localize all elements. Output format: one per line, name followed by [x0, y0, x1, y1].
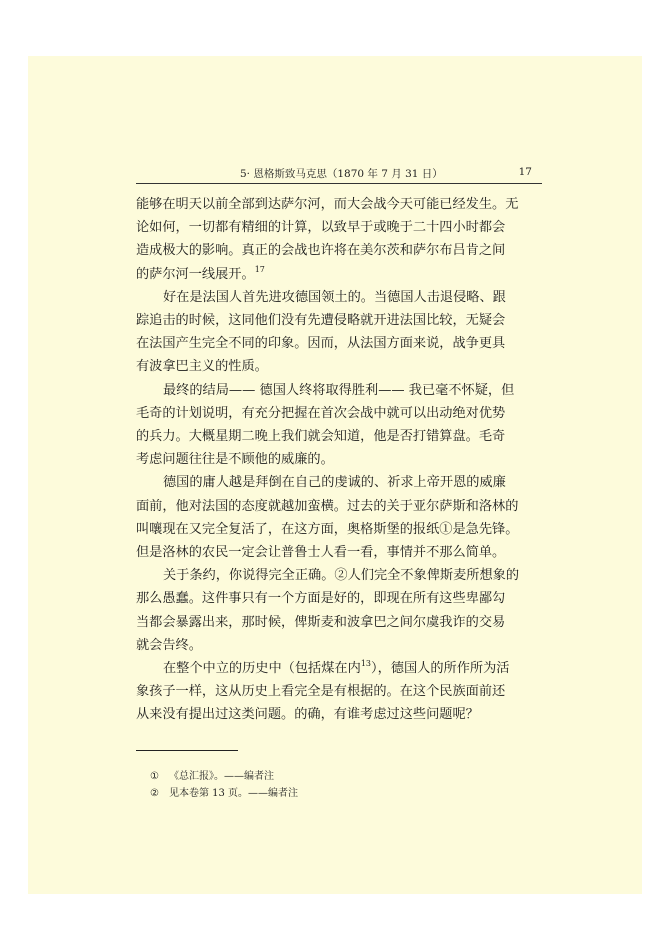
footnote-text: 《总汇报》。——编者注 [168, 771, 274, 782]
text-line [136, 448, 544, 471]
line-text: 在整个中立的历史中（包括煤在内 [163, 661, 361, 677]
text-line [136, 518, 544, 541]
text-line [136, 471, 544, 494]
running-header [136, 163, 542, 184]
text-line [136, 379, 544, 402]
line-text: 象孩子一样，这从历史上看完全是有根据的。在这个民族面前还 [136, 684, 506, 700]
text-line [136, 703, 544, 726]
text-line [136, 263, 544, 286]
line-text: 但是洛林的农民一定会让普鲁士人看一看，事情并不那么简单。 [136, 545, 506, 561]
text-line [136, 425, 544, 448]
footnote-item [150, 785, 298, 802]
text-line [136, 495, 544, 518]
paragraph [136, 564, 544, 657]
line-text: 德国的庸人越是拜倒在自己的虔诚的、祈求上帝开恩的威廉 [163, 475, 506, 491]
body-text [136, 193, 544, 727]
text-line [136, 680, 544, 703]
line-text: 踪追击的时候，这同他们没有先遭侵略就开进法国比较，无疑会 [136, 313, 506, 329]
footnote-marker: ② [150, 788, 159, 799]
line-text: 关于条约，你说得完全正确。②人们完全不象俾斯麦所想象的 [163, 568, 520, 584]
text-line [136, 402, 544, 425]
line-text: 好在是法国人首先进攻德国领土的。当德国人击退侵略、跟 [163, 289, 506, 305]
note-reference: 13 [360, 659, 371, 669]
line-text: 的萨尔河一线展开。 [136, 266, 255, 282]
line-text: 最终的结局—— 德国人终将取得胜利—— 我已毫不怀疑，但 [163, 382, 515, 398]
footnote-text: 见本卷第 13 页。——编者注 [168, 788, 299, 799]
paragraph [136, 379, 544, 472]
text-line [136, 634, 544, 657]
line-text: 在法国产生完全不同的印象。因而，从法国方面来说，战争更具 [136, 336, 506, 352]
line-text: 从来没有提出过这类问题。的确，有谁考虑过这些问题呢？ [136, 707, 479, 723]
footnote-item [150, 768, 298, 785]
text-line [136, 564, 544, 587]
footnotes [150, 768, 298, 802]
text-line [136, 657, 544, 680]
page-number: 17 [518, 166, 532, 178]
line-text: 的兵力。大概星期二晚上我们就会知道，他是否打错算盘。毛奇 [136, 429, 506, 445]
line-text: 面前，他对法国的态度就越加蛮横。过去的关于亚尔萨斯和洛林的 [136, 498, 519, 514]
paragraph [136, 657, 544, 727]
line-text-continued: ），德国人的所作所为活 [371, 661, 510, 677]
line-text: 论如何，一切都有精细的计算，以致早于或晚于二十四小时都会 [136, 220, 506, 236]
line-text: 当都会暴露出来，那时候，俾斯麦和波拿巴之间尔虞我诈的交易 [136, 614, 506, 630]
text-line [136, 611, 544, 634]
footnote-marker: ① [150, 771, 159, 782]
text-line [136, 541, 544, 564]
text-line [136, 587, 544, 610]
line-text: 考虑问题往往是不顾他的威廉的。 [136, 452, 334, 468]
line-text: 叫嚷现在又完全复活了，在这方面，奥格斯堡的报纸①是急先锋。 [136, 521, 519, 537]
text-line [136, 193, 544, 216]
footnote-divider [136, 750, 238, 751]
paragraph [136, 471, 544, 564]
paragraph [136, 193, 544, 286]
line-text: 能够在明天以前全部到达萨尔河，而大会战今天可能已经发生。无 [136, 197, 519, 212]
header-title: 5· 恩格斯致马克思（1870 年 7 月 31 日） [240, 168, 443, 180]
text-line [136, 309, 544, 332]
line-text: 毛奇的计划说明，有充分把握在首次会战中就可以出动绝对优势 [136, 405, 506, 421]
text-line [136, 286, 544, 309]
line-text: 就会告终。 [136, 637, 202, 653]
text-line [136, 332, 544, 355]
text-line [136, 216, 544, 239]
note-reference: 17 [254, 264, 265, 274]
paragraph [136, 286, 544, 379]
line-text: 造成极大的影响。真正的会战也许将在美尔茨和萨尔布吕肯之间 [136, 243, 506, 259]
text-line [136, 355, 544, 378]
line-text: 有波拿巴主义的性质。 [136, 359, 268, 375]
text-line [136, 239, 544, 262]
line-text: 那么愚蠢。这件事只有一个方面是好的，即现在所有这些卑鄙勾 [136, 591, 506, 607]
